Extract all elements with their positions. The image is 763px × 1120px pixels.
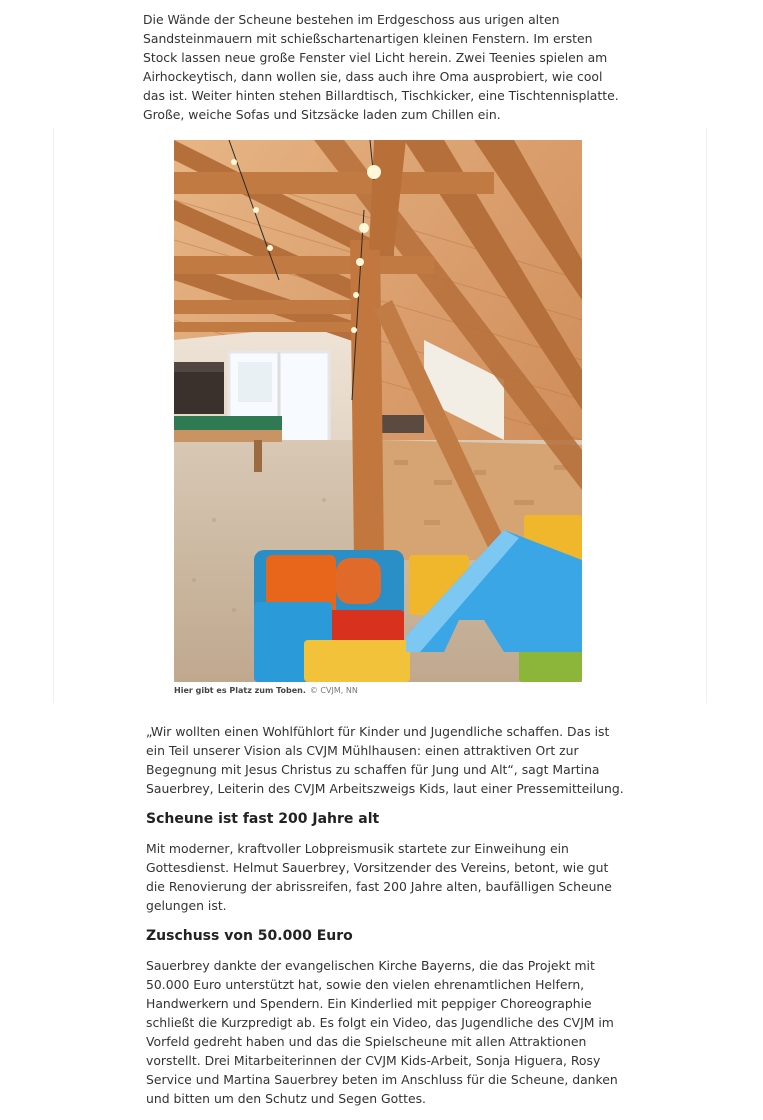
caption-text: Hier gibt es Platz zum Toben. <box>174 686 306 695</box>
section-heading-grant: Zuschuss von 50.000 Euro <box>146 928 353 944</box>
quote-paragraph: „Wir wollten einen Wohlfühlort für Kinder und Jugendliche schaffen. Das ist ein Teil unserer Vision als CVJM Mühlhausen: einen attraktiven Ort zur Begegnung mit Jesus Christus zu schaffen für Jung und Alt“, sagt Martina Sauerbrey, Leiterin des CVJM Arbeitszweigs Kids, laut einer Pressemitteilung. <box>146 724 624 796</box>
section-paragraph-grant: Sauerbrey dankte der evangelischen Kirche Bayerns, die das Projekt mit 50.000 Euro unterstützt hat, sowie den vielen ehrenamtlichen Helfern, Handwerkern und Spendern. Ein Kinderlied mit peppiger Choreographie schließt die Kurzpredigt ab. Es folgt ein Video, das Jugendliche des CVJM im Vorfeld gedreht haben und das die Spielscheune mit allen Attraktionen vorstellt. Drei Mitarbeiterinnen der CVJM Kids-Arbeit, Sonja Higuera, Rosy Service und Martina Sauerbrey beten im Anschluss für die Scheune, danken und bitten um den Schutz und Segen Gottes. <box>146 958 618 1106</box>
section-paragraph-barn-age: Mit moderner, kraftvoller Lobpreismusik startete zur Einweihung ein Gottesdienst. Helmut Sauerbrey, Vorsitzender des Vereins, betont, wie gut die Renovierung der abrissreifen, fast 200 Jahre alten, baufälligen Scheune gelungen ist. <box>146 841 612 913</box>
barn-attic-photo[interactable] <box>174 140 582 682</box>
intro-paragraph: Die Wände der Scheune bestehen im Erdgeschoss aus urigen alten Sandsteinmauern mit schießschartenartigen kleinen Fenstern. Im ersten Stock lassen neue große Fenster viel Licht herein. Zwei Teenies spielen am Airhockeytisch, dann wollen sie, dass auch ihre Oma ausprobiert, wie cool das ist. Weiter hinten stehen Billardtisch, Tischkicker, eine Tischtennisplatte. Große, weiche Sofas und Sitzsäcke laden zum Chillen ein. <box>143 12 619 122</box>
barn-attic-illustration <box>174 140 582 682</box>
photo-caption <box>174 685 594 696</box>
article-body <box>146 722 630 1120</box>
section-heading-barn-age: Scheune ist fast 200 Jahre alt <box>146 811 380 827</box>
photo-credit: © CVJM, NN <box>309 686 358 695</box>
